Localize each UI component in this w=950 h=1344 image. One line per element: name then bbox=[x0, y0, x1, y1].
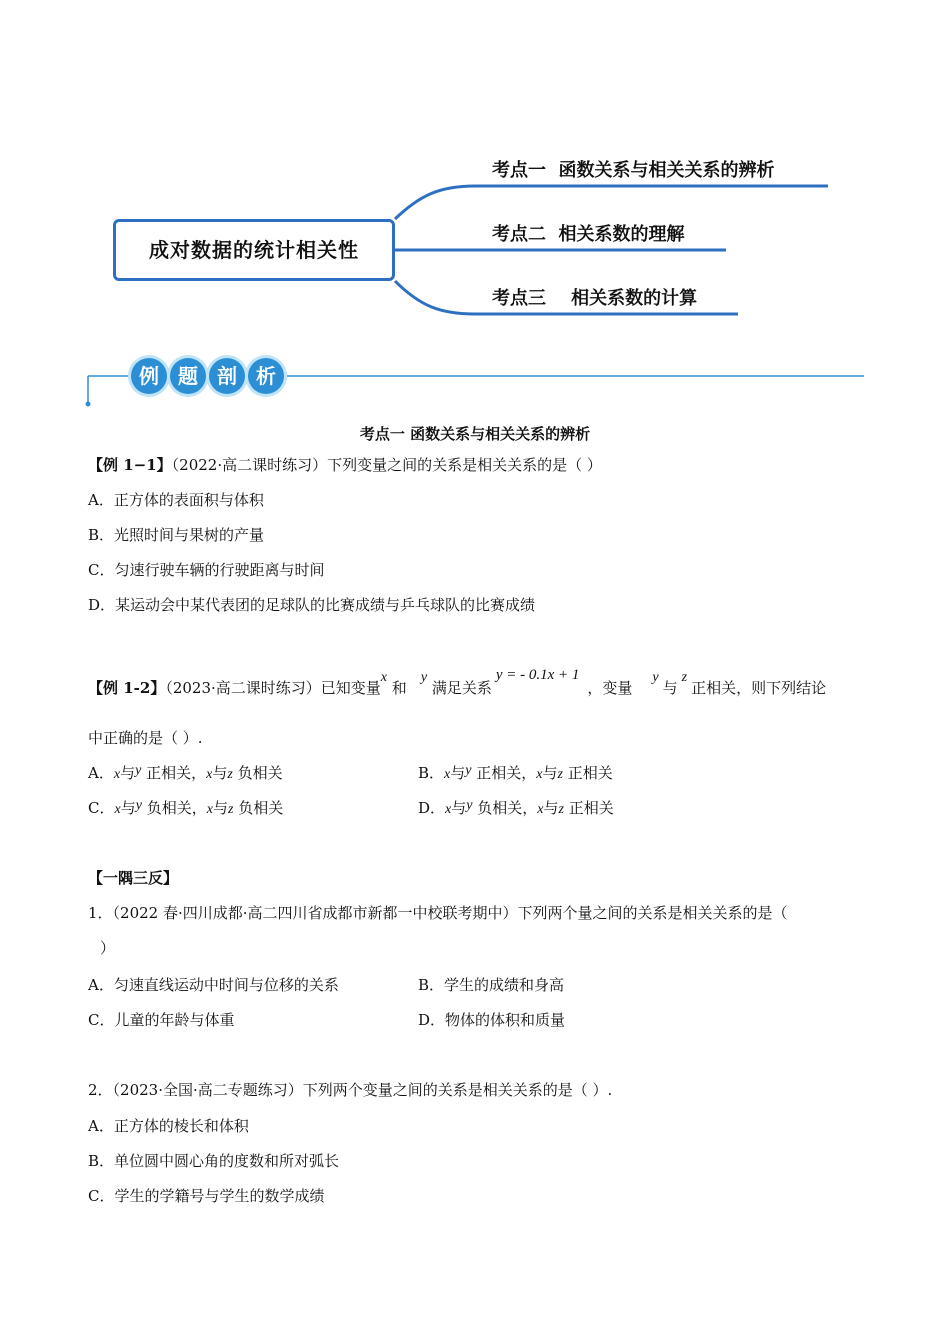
var-x: x bbox=[537, 802, 544, 817]
option-text: 与 bbox=[120, 764, 136, 782]
stem-text: 正相关，则下列结论 bbox=[691, 679, 827, 697]
mindmap-root-label: 成对数据的统计相关性 bbox=[149, 238, 359, 262]
example-label: 【例 1-2】 bbox=[88, 679, 166, 697]
option-a: A．正方体的棱长和体积 bbox=[88, 1117, 249, 1135]
var-y: y bbox=[135, 763, 142, 778]
banner-char-3: 剖 bbox=[209, 358, 245, 394]
option-text: 与 bbox=[120, 799, 136, 817]
banner-char-2: 题 bbox=[170, 358, 206, 394]
option-c: C．儿童的年龄与体重 bbox=[88, 1011, 235, 1029]
var-x: x bbox=[444, 767, 451, 782]
var-y: y bbox=[652, 670, 659, 685]
option-c: C．学生的学籍号与学生的数学成绩 bbox=[88, 1187, 325, 1205]
banner-char-4: 析 bbox=[248, 358, 284, 394]
formula: y = - 0.1x + 1 bbox=[495, 667, 580, 683]
option-d bbox=[418, 798, 614, 820]
practice-q2-stem: 2．（2023·全国·高二专题练习）下列两个变量之间的关系是相关关系的是（ ）. bbox=[88, 1081, 613, 1099]
option-letter: A． bbox=[88, 764, 114, 782]
example-source: （2023·高二课时练习） bbox=[165, 679, 321, 697]
practice-q1-stem: 1．（2022 春·四川成都·高二四川省成都市新都一中校联考期中）下列两个量之间的关系是相关关系的是（ bbox=[88, 904, 788, 922]
practice-q1-stem-line2: ） bbox=[100, 939, 116, 957]
option-a: A．正方体的表面积与体积 bbox=[88, 491, 264, 509]
option-b: B．光照时间与果树的产量 bbox=[88, 526, 265, 544]
example-source: （2022·高二课时练习） bbox=[171, 456, 328, 474]
option-text: 与 bbox=[212, 764, 228, 782]
stem-text: 满足关系 bbox=[431, 679, 492, 697]
var-z: z bbox=[227, 802, 234, 817]
example-label: 【例 1−1】 bbox=[88, 456, 172, 474]
var-x: x bbox=[206, 802, 213, 817]
var-x: x bbox=[114, 802, 121, 817]
option-a: A．匀速直线运动中时间与位移的关系 bbox=[88, 976, 339, 994]
var-x: x bbox=[380, 670, 388, 685]
var-x: x bbox=[536, 767, 543, 782]
stem-text: 已知变量 bbox=[320, 679, 381, 697]
section-title: 考点一 函数关系与相关关系的辨析 bbox=[359, 425, 591, 443]
var-x: x bbox=[206, 767, 213, 782]
var-y: y bbox=[420, 670, 428, 685]
mindmap-branch-3: 考点三 相关系数的计算 bbox=[492, 288, 698, 309]
example-1-2-stem bbox=[88, 667, 827, 700]
option-text: 与 bbox=[543, 799, 559, 817]
var-y: y bbox=[465, 763, 472, 778]
option-text: 正相关， bbox=[476, 764, 537, 782]
option-text: 与 bbox=[212, 799, 228, 817]
mindmap-branch-2: 考点二 相关系数的理解 bbox=[492, 224, 685, 245]
option-b: B．学生的成绩和身高 bbox=[418, 976, 565, 994]
var-x: x bbox=[113, 767, 121, 782]
option-b: B．单位圆中圆心角的度数和所对弧长 bbox=[88, 1152, 340, 1170]
option-text: 与 bbox=[451, 799, 467, 817]
var-z: z bbox=[557, 767, 563, 782]
example-1-2-stem-line2: 中正确的是（ ）. bbox=[88, 729, 203, 747]
mindmap-connectors bbox=[0, 0, 950, 340]
option-text: 负相关 bbox=[238, 799, 284, 817]
banner-char-1: 例 bbox=[131, 358, 167, 394]
option-a bbox=[88, 763, 283, 785]
option-text: 负相关， bbox=[477, 799, 538, 817]
option-c: C．匀速行驶车辆的行驶距离与时间 bbox=[88, 561, 325, 579]
option-text: 负相关 bbox=[237, 764, 283, 782]
option-letter: B． bbox=[418, 764, 445, 782]
option-d: D．某运动会中某代表团的足球队的比赛成绩与乒乓球队的比赛成绩 bbox=[88, 596, 536, 614]
stem-text: 和 bbox=[391, 679, 407, 697]
option-c bbox=[88, 798, 283, 820]
example-1-1-stem bbox=[88, 455, 602, 475]
practice-heading: 【一隅三反】 bbox=[88, 869, 179, 887]
option-text: 正相关 bbox=[568, 799, 614, 817]
option-d: D．物体的体积和质量 bbox=[418, 1011, 566, 1029]
option-b bbox=[418, 763, 613, 785]
var-z: z bbox=[227, 767, 233, 782]
option-text: 正相关 bbox=[567, 764, 613, 782]
option-text: 与 bbox=[450, 764, 466, 782]
option-text: 与 bbox=[542, 764, 558, 782]
var-y: y bbox=[135, 798, 142, 813]
var-x: x bbox=[445, 802, 452, 817]
var-z: z bbox=[681, 670, 688, 685]
option-letter: C． bbox=[88, 799, 115, 817]
option-letter: D． bbox=[418, 799, 446, 817]
stem-text: ，变量 bbox=[587, 679, 633, 697]
option-text: 正相关， bbox=[146, 764, 207, 782]
var-y: y bbox=[466, 798, 473, 813]
stem-text: 与 bbox=[662, 679, 678, 697]
var-z: z bbox=[558, 802, 564, 817]
mindmap-branch-1: 考点一 函数关系与相关关系的辨析 bbox=[492, 160, 775, 181]
option-text: 负相关， bbox=[146, 799, 207, 817]
example-question: 下列变量之间的关系是相关关系的是（ ） bbox=[327, 456, 602, 474]
